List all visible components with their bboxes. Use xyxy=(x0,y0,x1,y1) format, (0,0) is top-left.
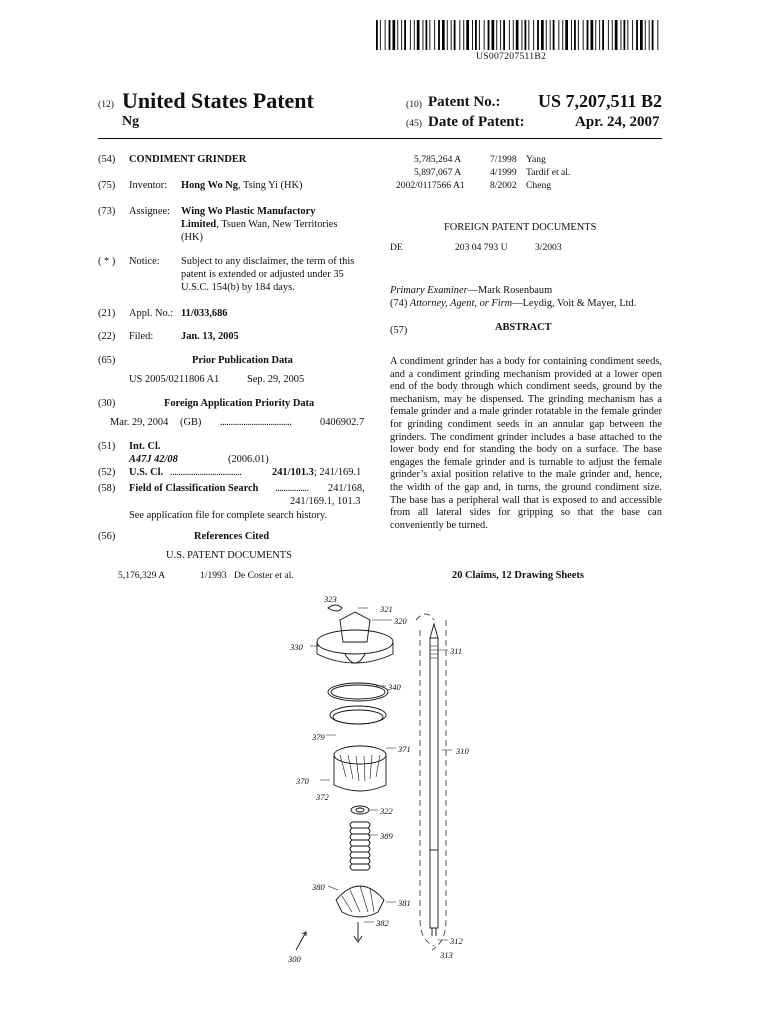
barcode-bar xyxy=(393,20,396,50)
barcode-bar xyxy=(442,20,445,50)
right-foreign-country: DE xyxy=(390,242,403,253)
barcode-bar xyxy=(417,20,420,50)
barcode-bar xyxy=(466,20,469,50)
us-doc1-name: De Coster et al. xyxy=(234,570,294,581)
grinder-exploded-drawing xyxy=(260,590,500,970)
figure-label-372: 372 xyxy=(316,792,329,802)
figure-label-371: 371 xyxy=(398,744,411,754)
abstract-code: (57) xyxy=(390,325,408,336)
barcode-bar xyxy=(533,20,534,50)
barcode-bar xyxy=(640,20,643,50)
barcode-bar xyxy=(376,20,378,50)
barcode-bar xyxy=(410,20,411,50)
barcode-bar xyxy=(624,20,626,50)
ref-row-1-number: 5,785,264 A xyxy=(414,154,462,165)
us-doc1-number: 5,176,329 A xyxy=(118,570,166,581)
notice-label: Notice: xyxy=(129,256,160,267)
figure-label-330: 330 xyxy=(290,642,303,652)
barcode-bar xyxy=(414,20,415,50)
barcode-bar xyxy=(516,20,519,50)
foreign-date: Mar. 29, 2004 xyxy=(110,417,169,428)
barcode-bar xyxy=(479,20,480,50)
barcode-bar xyxy=(602,20,604,50)
part-320-shape xyxy=(340,612,370,642)
inventor-location: , Tsing Yi (HK) xyxy=(237,180,303,191)
barcode-bar xyxy=(401,20,402,50)
barcode-bar xyxy=(463,20,464,50)
barcode-bar xyxy=(562,20,563,50)
figure-label-389: 389 xyxy=(380,831,393,841)
barcode-bar xyxy=(537,20,539,50)
barcode-bar xyxy=(488,20,490,50)
uscl-value-bold: 241/101.3 xyxy=(272,467,314,478)
barcode-bar xyxy=(496,20,497,50)
notice-line2: patent is extended or adjusted under 35 xyxy=(181,269,344,280)
barcode-bar xyxy=(550,20,551,50)
barcode-bar xyxy=(553,20,555,50)
barcode xyxy=(376,20,662,50)
ref-row-2-date: 4/1999 xyxy=(490,167,517,178)
uscl-label: U.S. Cl. xyxy=(129,467,164,478)
uscl-values xyxy=(272,466,361,479)
filed-code: (22) xyxy=(98,331,116,342)
barcode-bar xyxy=(558,20,559,50)
field-label: Field of Classification Search xyxy=(129,483,259,494)
right-foreign-heading: FOREIGN PATENT DOCUMENTS xyxy=(444,222,597,233)
barcode-bar xyxy=(645,20,646,50)
barcode-bar xyxy=(459,20,460,50)
barcode-bar xyxy=(528,20,529,50)
ref-row-1-name: Yang xyxy=(526,154,546,165)
barcode-bar xyxy=(385,20,386,50)
figure-label-321: 321 xyxy=(380,604,393,614)
barcode-bar xyxy=(546,20,547,50)
barcode-bar xyxy=(492,20,495,50)
part-322-shape xyxy=(351,806,369,814)
part-380-shape xyxy=(336,886,384,917)
figure-label-313: 313 xyxy=(440,950,453,960)
examiner-label: Primary Examiner xyxy=(390,285,468,296)
barcode-bar xyxy=(429,20,430,50)
examiner-name: —Mark Rosenbaum xyxy=(467,285,553,296)
date-value: Apr. 24, 2007 xyxy=(575,114,660,130)
field-code: (58) xyxy=(98,483,116,494)
kind-title: United States Patent xyxy=(122,88,314,113)
kind-code: (12) xyxy=(98,99,114,110)
foreign-code: (30) xyxy=(98,398,116,409)
abstract-heading: ABSTRACT xyxy=(495,322,552,333)
title: CONDIMENT GRINDER xyxy=(129,154,247,165)
us-doc1-date: 1/1993 xyxy=(200,570,227,581)
assignee-line2-rest: , Tsuen Wan, New Territories xyxy=(216,219,338,230)
barcode-bar xyxy=(587,20,589,50)
notice-code: ( * ) xyxy=(98,256,116,267)
abstract-text: A condiment grinder has a body for containing condiment seeds, and a condiment grinding mechanism provided at a lower open end of the body through which condiment seeds, ground by the mechanism, may be dispensed. The grinding mechanism has a female grinder and a male grinder rotatable in the female grinder for grinding condiment seeds in an annular gap between the grinders. The condiment grinder includes a base attached to the lower body end for standing the body on a surface. The base engages the female grinder and is turnable to adjust the female grinder’s axial position relative to the male grinder and, hence, the width of the gap and, in turns, the ground condiment size. The base has a peripheral wall that is exposed to and accessible from all lateral sides for gripping so that the base can conveniently be turned. xyxy=(390,356,662,531)
uscl-code: (52) xyxy=(98,467,116,478)
appl-code: (21) xyxy=(98,308,116,319)
patent-no-code: (10) xyxy=(406,99,422,110)
inventor-code: (75) xyxy=(98,180,116,191)
notice-line3: U.S.C. 154(b) by 184 days. xyxy=(181,282,295,293)
part-330-rim xyxy=(317,642,393,663)
figure-label-320: 320 xyxy=(394,616,407,626)
attorney-line xyxy=(390,297,636,310)
refs-code: (56) xyxy=(98,531,116,542)
intcl-class: A47J 42/08 xyxy=(129,454,178,465)
barcode-bar xyxy=(472,20,473,50)
barcode-bar xyxy=(608,20,609,50)
barcode-bar xyxy=(438,20,440,50)
inventor-name: Hong Wo Ng xyxy=(181,180,238,191)
barcode-bar xyxy=(615,20,618,50)
right-foreign-date: 3/2003 xyxy=(535,242,562,253)
field-value2: 241/169.1, 101.3 xyxy=(290,496,361,507)
uscl-value-rest: ; 241/169.1 xyxy=(313,467,362,478)
barcode-bar xyxy=(621,20,622,50)
ref-row-1-date: 7/1998 xyxy=(490,154,517,165)
field-dots: ................ xyxy=(275,483,309,494)
intcl-label: Int. Cl. xyxy=(129,441,161,452)
figure-label-380: 380 xyxy=(312,882,325,892)
field-value1: 241/168, xyxy=(328,483,365,494)
figure-label-340: 340 xyxy=(388,682,401,692)
figure-label-312: 312 xyxy=(450,936,463,946)
barcode-text: US007207511B2 xyxy=(476,51,547,62)
intcl-year: (2006.01) xyxy=(228,454,269,465)
assignee-line2-bold: Limited xyxy=(181,219,217,230)
barcode-bar xyxy=(578,20,579,50)
barcode-bar xyxy=(434,20,435,50)
notice-line1: Subject to any disclaimer, the term of this xyxy=(181,256,355,267)
figure-label-370: 370 xyxy=(296,776,309,786)
part-310-shape xyxy=(430,638,438,928)
barcode-bar xyxy=(380,20,381,50)
title-code: (54) xyxy=(98,154,116,165)
assignee-line2 xyxy=(181,218,337,231)
figure-label-322: 322 xyxy=(380,806,393,816)
filed-label: Filed: xyxy=(129,331,154,342)
examiner-line xyxy=(390,284,552,297)
foreign-dots: .................................. xyxy=(220,417,292,428)
foreign-country: (GB) xyxy=(180,417,202,428)
ref-row-3-number: 2002/0117566 A1 xyxy=(396,180,465,191)
inventor-short: Ng xyxy=(122,114,140,129)
barcode-bar xyxy=(513,20,514,50)
barcode-bar xyxy=(397,20,398,50)
attorney-code: (74) xyxy=(390,298,408,309)
ref-row-3-name: Cheng xyxy=(526,180,552,191)
attorney-label: Attorney, Agent, or Firm xyxy=(409,298,513,309)
filed-value: Jan. 13, 2005 xyxy=(181,331,239,342)
ref-row-3-date: 8/2002 xyxy=(490,180,517,191)
prior-code: (65) xyxy=(98,355,116,366)
prior-pub: US 2005/0211806 A1 xyxy=(129,374,220,385)
barcode-bar xyxy=(627,20,628,50)
uscl-dots: .................................. xyxy=(170,467,242,478)
inventor-line xyxy=(181,179,303,192)
barcode-bar xyxy=(522,20,523,50)
assignee-line3: (HK) xyxy=(181,232,203,243)
barcode-bar xyxy=(389,20,391,50)
barcode-bar xyxy=(574,20,576,50)
barcode-bar xyxy=(454,20,456,50)
barcode-bar xyxy=(509,20,510,50)
part-323-shape xyxy=(328,605,342,611)
barcode-bar xyxy=(565,20,568,50)
barcode-bar xyxy=(500,20,501,50)
figure-label-323: 323 xyxy=(324,594,337,604)
ref-row-2-number: 5,897,067 A xyxy=(414,167,462,178)
ref-row-2-name: Tardif et al. xyxy=(526,167,571,178)
barcode-bar xyxy=(525,20,527,50)
refs-heading: References Cited xyxy=(194,531,270,542)
barcode-bar xyxy=(475,20,477,50)
claims-line: 20 Claims, 12 Drawing Sheets xyxy=(452,570,584,581)
barcode-bar xyxy=(451,20,452,50)
patent-no-label: Patent No.: xyxy=(428,94,501,110)
barcode-bar xyxy=(632,20,633,50)
part-389-shape xyxy=(352,822,368,870)
figure-label-300: 300 xyxy=(288,954,301,964)
barcode-bar xyxy=(503,20,505,50)
date-code: (45) xyxy=(406,118,422,129)
assignee-code: (73) xyxy=(98,206,116,217)
figure-label-381: 381 xyxy=(398,898,411,908)
foreign-heading: Foreign Application Priority Data xyxy=(164,398,315,409)
field-note: See application file for complete search history. xyxy=(129,510,328,521)
barcode-bar xyxy=(541,20,544,50)
assignee-line1: Wing Wo Plastic Manufactory xyxy=(181,206,316,217)
barcode-bar xyxy=(636,20,638,50)
barcode-bar xyxy=(599,20,600,50)
assignee-label: Assignee: xyxy=(129,206,170,217)
right-foreign-number: 203 04 793 U xyxy=(455,242,508,253)
barcode-bar xyxy=(649,20,650,50)
barcode-bar xyxy=(612,20,613,50)
intcl-code: (51) xyxy=(98,441,116,452)
figure-label-310: 310 xyxy=(456,746,469,756)
us-docs-heading: U.S. PATENT DOCUMENTS xyxy=(166,550,292,561)
barcode-bar xyxy=(652,20,654,50)
barcode-bar xyxy=(426,20,428,50)
barcode-bar xyxy=(571,20,572,50)
figure-label-379: 379 xyxy=(312,732,325,742)
barcode-bar xyxy=(423,20,424,50)
barcode-bar xyxy=(447,20,448,50)
appl-value: 11/033,686 xyxy=(181,308,228,319)
barcode-bar xyxy=(591,20,594,50)
prior-date: Sep. 29, 2005 xyxy=(247,374,305,385)
figure-label-382: 382 xyxy=(376,918,389,928)
barcode-bar xyxy=(595,20,596,50)
header-rule xyxy=(98,138,662,139)
attorney-name: —Leydig, Voit & Mayer, Ltd. xyxy=(512,298,637,309)
figure-label-311: 311 xyxy=(450,646,463,656)
foreign-number: 0406902.7 xyxy=(320,417,365,428)
prior-heading: Prior Publication Data xyxy=(192,355,293,366)
patent-no-value: US 7,207,511 B2 xyxy=(538,91,663,111)
inventor-label: Inventor: xyxy=(129,180,168,191)
barcode-bar xyxy=(657,20,658,50)
barcode-bar xyxy=(484,20,485,50)
barcode-bar xyxy=(404,20,406,50)
barcode-bar xyxy=(583,20,584,50)
date-label: Date of Patent: xyxy=(428,114,525,130)
appl-label: Appl. No.: xyxy=(129,308,174,319)
